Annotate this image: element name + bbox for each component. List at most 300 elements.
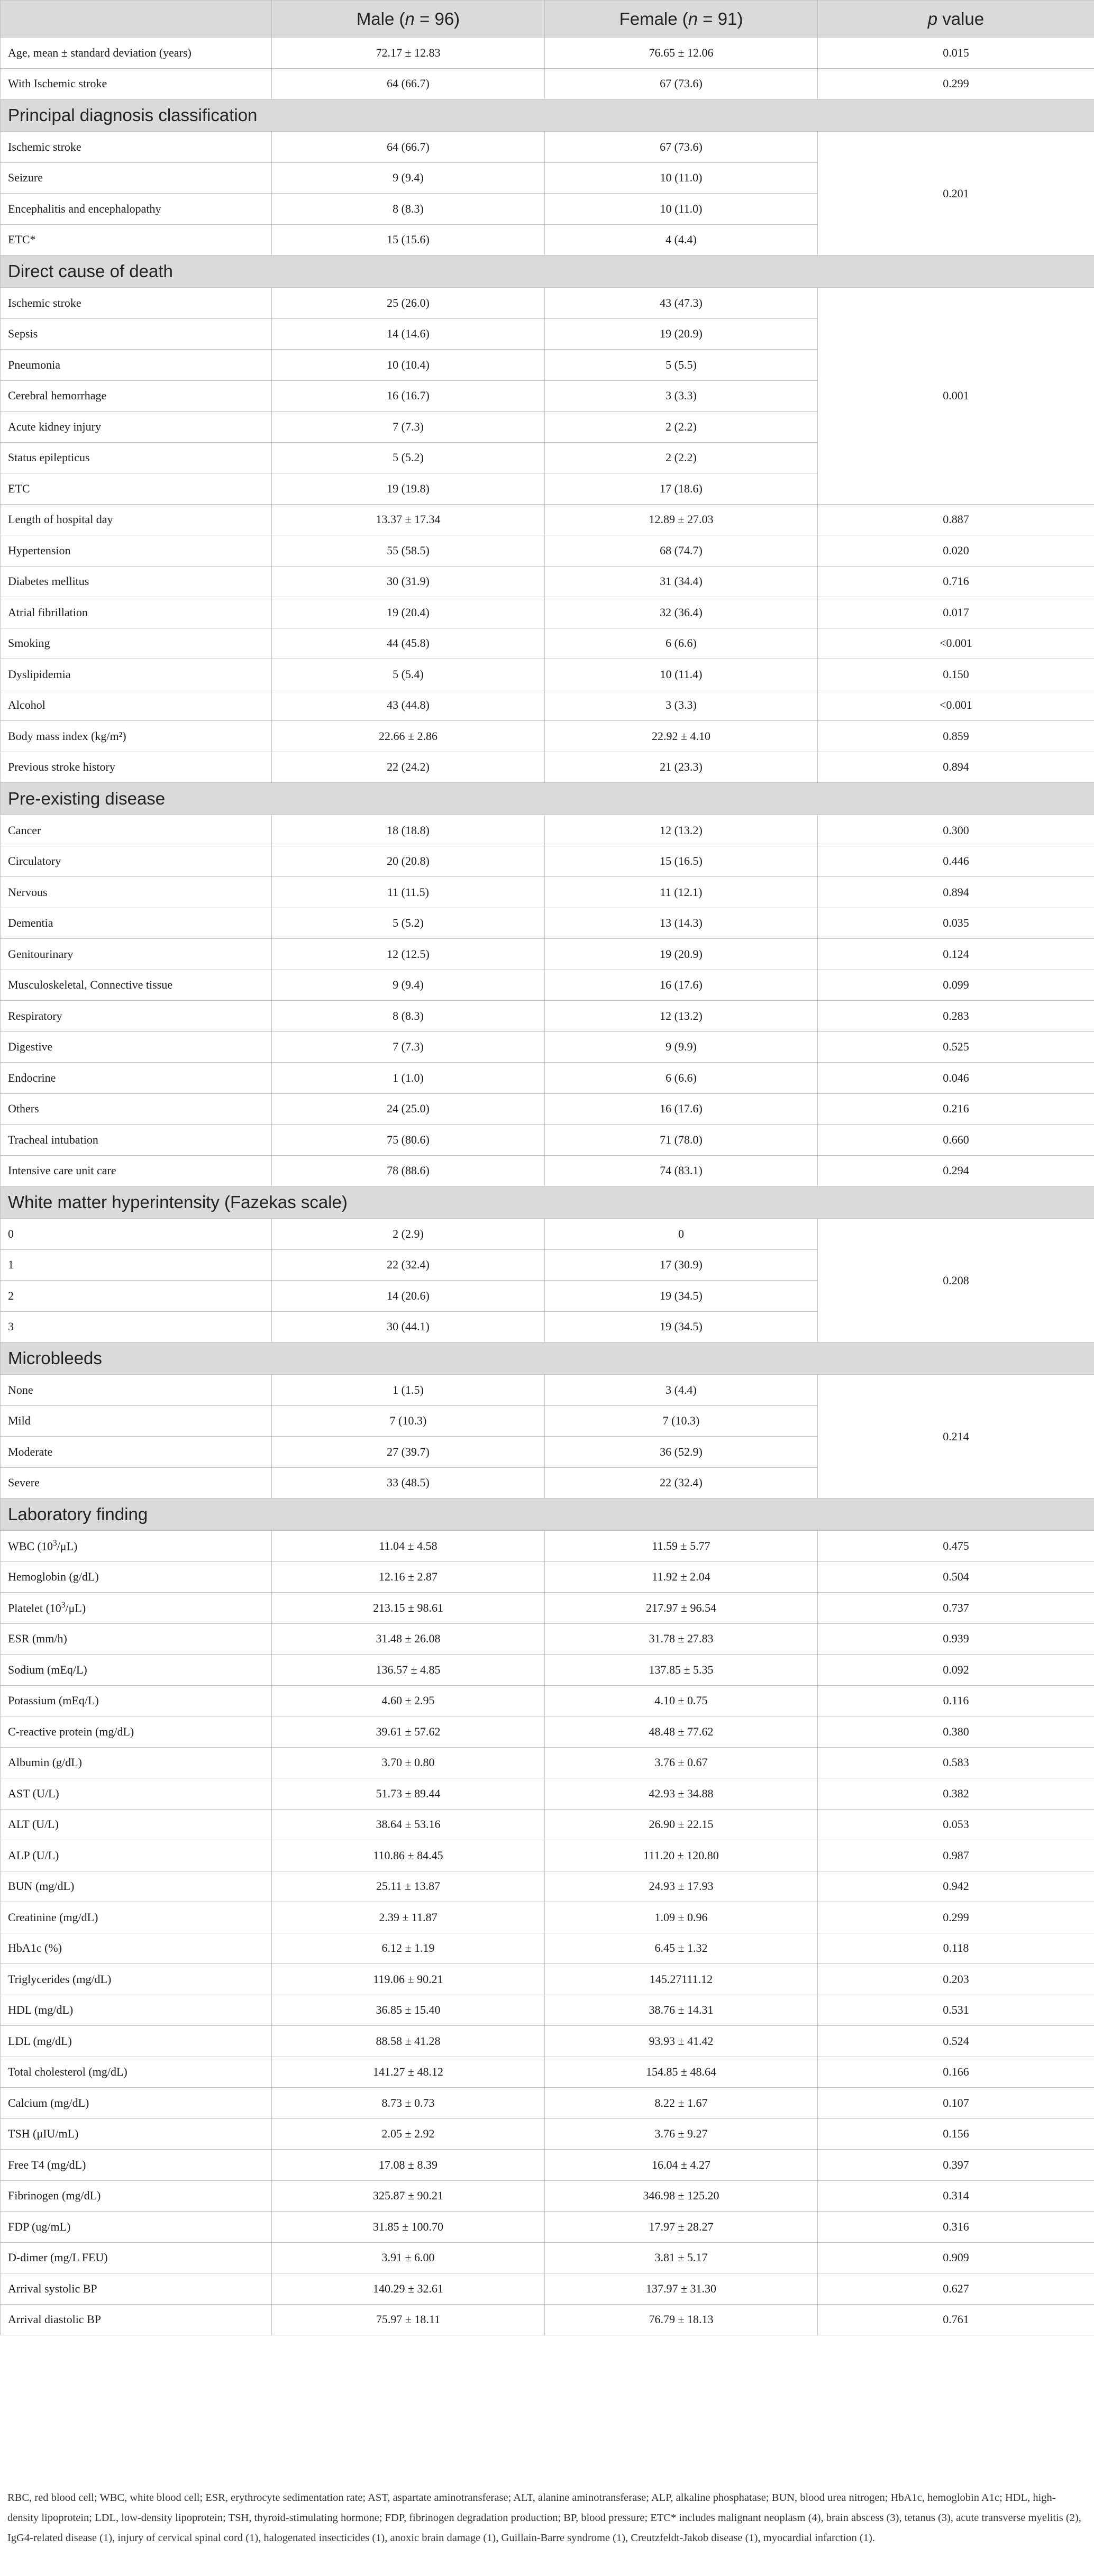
group-p-value: 0.214 bbox=[818, 1375, 1094, 1499]
row-label: FDP (ug/mL) bbox=[1, 2212, 272, 2243]
female-value: 6 (6.6) bbox=[545, 1063, 818, 1094]
male-value: 75.97 ± 18.11 bbox=[272, 2304, 545, 2335]
male-value: 22.66 ± 2.86 bbox=[272, 721, 545, 752]
male-value: 55 (58.5) bbox=[272, 535, 545, 567]
row-label: Arrival systolic BP bbox=[1, 2273, 272, 2305]
row-label: ESR (mm/h) bbox=[1, 1623, 272, 1655]
p-value: <0.001 bbox=[818, 628, 1094, 659]
female-value: 36 (52.9) bbox=[545, 1437, 818, 1468]
female-value: 4 (4.4) bbox=[545, 224, 818, 255]
table-footnote: RBC, red blood cell; WBC, white blood cell; ESR, erythrocyte sedimentation rate; AST, aspartate aminotransferase; ALT, alanine aminotransferase; ALP, alkaline phosphatase; BUN, blood urea nitrogen; HbA1c, hemoglobin A1c; HDL, high-density lipoprotein; LDL, low-density lipoprotein; TSH, thyroid-stimulating hormone; FDP, fibrinogen degradation production; BP, blood pressure; ETC* includes malignant neoplasm (4), brain abscess (3), tetanus (3), acute transverse myelitis (2), IgG4-related disease (1), injury of cervical spinal cord (1), halogenated insecticides (1), anoxic brain damage (1), Guillain-Barre syndrome (1), Creutzfeldt-Jakob disease (1), myocardial infarction (1). bbox=[7, 2492, 1081, 2544]
row-label: Hemoglobin (g/dL) bbox=[1, 1561, 272, 1593]
table-body bbox=[1, 38, 1094, 2335]
female-value: 0 bbox=[545, 1219, 818, 1250]
male-value: 8 (8.3) bbox=[272, 194, 545, 225]
female-value: 10 (11.0) bbox=[545, 162, 818, 194]
male-value: 11 (11.5) bbox=[272, 877, 545, 908]
male-value: 22 (24.2) bbox=[272, 752, 545, 783]
p-value: 0.099 bbox=[818, 970, 1094, 1001]
table-row bbox=[1, 690, 1094, 721]
section-header-row bbox=[1, 1342, 1094, 1375]
table-row bbox=[1, 1933, 1094, 1964]
table-row bbox=[1, 1685, 1094, 1716]
p-value: 0.020 bbox=[818, 535, 1094, 567]
row-label: 0 bbox=[1, 1219, 272, 1250]
row-label: TSH (μIU/mL) bbox=[1, 2118, 272, 2150]
row-label: None bbox=[1, 1375, 272, 1406]
table-row bbox=[1, 132, 1094, 163]
male-value: 2.05 ± 2.92 bbox=[272, 2118, 545, 2150]
female-value: 11.59 ± 5.77 bbox=[545, 1531, 818, 1562]
table-row bbox=[1, 2150, 1094, 2181]
row-label: Acute kidney injury bbox=[1, 412, 272, 443]
row-label: Triglycerides (mg/dL) bbox=[1, 1964, 272, 1995]
p-value: 0.525 bbox=[818, 1031, 1094, 1063]
table-row bbox=[1, 1375, 1094, 1406]
male-value: 31.48 ± 26.08 bbox=[272, 1623, 545, 1655]
row-label: Circulatory bbox=[1, 846, 272, 877]
female-value: 24.93 ± 17.93 bbox=[545, 1871, 818, 1902]
female-value: 346.98 ± 125.20 bbox=[545, 2180, 818, 2212]
table-row bbox=[1, 2180, 1094, 2212]
table-row bbox=[1, 752, 1094, 783]
p-value: 0.283 bbox=[818, 1001, 1094, 1032]
p-value: 0.380 bbox=[818, 1716, 1094, 1748]
female-value: 16 (17.6) bbox=[545, 1093, 818, 1125]
table-row bbox=[1, 1995, 1094, 2026]
row-label bbox=[1, 1593, 272, 1624]
row-label: Endocrine bbox=[1, 1063, 272, 1094]
table-row bbox=[1, 38, 1094, 69]
p-value: 0.294 bbox=[818, 1155, 1094, 1186]
male-value: 12 (12.5) bbox=[272, 939, 545, 970]
row-label: Dyslipidemia bbox=[1, 659, 272, 690]
row-label bbox=[1, 1531, 272, 1562]
table-row bbox=[1, 1655, 1094, 1686]
table-row bbox=[1, 1093, 1094, 1125]
group-p-value: 0.001 bbox=[818, 288, 1094, 505]
row-label-superscript: 3 bbox=[61, 1601, 66, 1610]
section-title: Pre-existing disease bbox=[1, 783, 1094, 815]
section-header-row bbox=[1, 1186, 1094, 1219]
female-value: 10 (11.0) bbox=[545, 194, 818, 225]
male-value: 24 (25.0) bbox=[272, 1093, 545, 1125]
male-value: 2.39 ± 11.87 bbox=[272, 1902, 545, 1933]
male-value: 25 (26.0) bbox=[272, 288, 545, 319]
female-value: 154.85 ± 48.64 bbox=[545, 2057, 818, 2088]
female-value: 9 (9.9) bbox=[545, 1031, 818, 1063]
table-row bbox=[1, 1593, 1094, 1624]
p-value: 0.316 bbox=[818, 2212, 1094, 2243]
p-value: 0.124 bbox=[818, 939, 1094, 970]
male-value: 27 (39.7) bbox=[272, 1437, 545, 1468]
male-value: 44 (45.8) bbox=[272, 628, 545, 659]
male-value: 64 (66.7) bbox=[272, 68, 545, 99]
female-value: 6.45 ± 1.32 bbox=[545, 1933, 818, 1964]
row-label: With Ischemic stroke bbox=[1, 68, 272, 99]
row-label-superscript: 3 bbox=[52, 1539, 57, 1548]
female-value: 6 (6.6) bbox=[545, 628, 818, 659]
female-value: 11.92 ± 2.04 bbox=[545, 1561, 818, 1593]
male-value: 1 (1.0) bbox=[272, 1063, 545, 1094]
section-header-row bbox=[1, 255, 1094, 288]
female-value: 17 (18.6) bbox=[545, 473, 818, 505]
female-value: 12 (13.2) bbox=[545, 815, 818, 846]
male-value: 38.64 ± 53.16 bbox=[272, 1809, 545, 1840]
section-title: Laboratory finding bbox=[1, 1499, 1094, 1531]
p-value: 0.894 bbox=[818, 877, 1094, 908]
table-row bbox=[1, 1155, 1094, 1186]
table-row bbox=[1, 1031, 1094, 1063]
table-row bbox=[1, 1778, 1094, 1810]
p-value: 0.737 bbox=[818, 1593, 1094, 1624]
p-value: 0.314 bbox=[818, 2180, 1094, 2212]
male-value: 39.61 ± 57.62 bbox=[272, 1716, 545, 1748]
male-value: 51.73 ± 89.44 bbox=[272, 1778, 545, 1810]
male-value: 78 (88.6) bbox=[272, 1155, 545, 1186]
female-value: 76.79 ± 18.13 bbox=[545, 2304, 818, 2335]
table-row bbox=[1, 1531, 1094, 1562]
row-label: Smoking bbox=[1, 628, 272, 659]
row-label: Body mass index (kg/m²) bbox=[1, 721, 272, 752]
female-value: 16 (17.6) bbox=[545, 970, 818, 1001]
male-value: 22 (32.4) bbox=[272, 1249, 545, 1281]
row-label: Creatinine (mg/dL) bbox=[1, 1902, 272, 1933]
row-label: Previous stroke history bbox=[1, 752, 272, 783]
male-value: 72.17 ± 12.83 bbox=[272, 38, 545, 69]
table-row bbox=[1, 2118, 1094, 2150]
row-label: ETC* bbox=[1, 224, 272, 255]
row-label: Sepsis bbox=[1, 318, 272, 350]
male-value: 75 (80.6) bbox=[272, 1125, 545, 1156]
header-p-value: p value bbox=[818, 1, 1094, 38]
p-value: 0.524 bbox=[818, 2026, 1094, 2057]
male-value: 3.91 ± 6.00 bbox=[272, 2242, 545, 2273]
male-value: 7 (7.3) bbox=[272, 412, 545, 443]
row-label: Atrial fibrillation bbox=[1, 597, 272, 628]
female-value: 3 (3.3) bbox=[545, 380, 818, 412]
p-value: 0.116 bbox=[818, 1685, 1094, 1716]
row-label: Tracheal intubation bbox=[1, 1125, 272, 1156]
row-label: Digestive bbox=[1, 1031, 272, 1063]
row-label: ALP (U/L) bbox=[1, 1840, 272, 1871]
row-label: Genitourinary bbox=[1, 939, 272, 970]
p-value: 0.156 bbox=[818, 2118, 1094, 2150]
row-label: 1 bbox=[1, 1249, 272, 1281]
row-label: Moderate bbox=[1, 1437, 272, 1468]
row-label: Mild bbox=[1, 1405, 272, 1437]
table-row bbox=[1, 2242, 1094, 2273]
male-value: 88.58 ± 41.28 bbox=[272, 2026, 545, 2057]
table-row bbox=[1, 2088, 1094, 2119]
p-value: 0.017 bbox=[818, 597, 1094, 628]
table-row bbox=[1, 970, 1094, 1001]
row-label: Total cholesterol (mg/dL) bbox=[1, 2057, 272, 2088]
section-title: White matter hyperintensity (Fazekas scale) bbox=[1, 1186, 1094, 1219]
female-value: 2 (2.2) bbox=[545, 412, 818, 443]
male-value: 13.37 ± 17.34 bbox=[272, 504, 545, 535]
section-header-row bbox=[1, 1499, 1094, 1531]
female-value: 11 (12.1) bbox=[545, 877, 818, 908]
male-value: 141.27 ± 48.12 bbox=[272, 2057, 545, 2088]
male-value: 5 (5.2) bbox=[272, 908, 545, 939]
p-value: 0.627 bbox=[818, 2273, 1094, 2305]
female-value: 145.27111.12 bbox=[545, 1964, 818, 1995]
row-label: D-dimer (mg/L FEU) bbox=[1, 2242, 272, 2273]
female-value: 67 (73.6) bbox=[545, 68, 818, 99]
row-label: Seizure bbox=[1, 162, 272, 194]
p-value: 0.166 bbox=[818, 2057, 1094, 2088]
male-value: 5 (5.4) bbox=[272, 659, 545, 690]
table-row bbox=[1, 628, 1094, 659]
p-value: 0.299 bbox=[818, 68, 1094, 99]
row-label: C-reactive protein (mg/dL) bbox=[1, 1716, 272, 1748]
table-row bbox=[1, 1561, 1094, 1593]
female-value: 1.09 ± 0.96 bbox=[545, 1902, 818, 1933]
male-value: 16 (16.7) bbox=[272, 380, 545, 412]
row-label: Status epilepticus bbox=[1, 442, 272, 473]
female-value: 2 (2.2) bbox=[545, 442, 818, 473]
p-value: 0.761 bbox=[818, 2304, 1094, 2335]
male-value: 19 (20.4) bbox=[272, 597, 545, 628]
row-label: BUN (mg/dL) bbox=[1, 1871, 272, 1902]
table-row bbox=[1, 1871, 1094, 1902]
male-value: 2 (2.9) bbox=[272, 1219, 545, 1250]
p-value: 0.203 bbox=[818, 1964, 1094, 1995]
female-value: 42.93 ± 34.88 bbox=[545, 1778, 818, 1810]
row-label: Cancer bbox=[1, 815, 272, 846]
row-label: Albumin (g/dL) bbox=[1, 1747, 272, 1778]
male-value: 4.60 ± 2.95 bbox=[272, 1685, 545, 1716]
female-value: 31 (34.4) bbox=[545, 566, 818, 597]
female-value: 3.76 ± 9.27 bbox=[545, 2118, 818, 2150]
row-label: Encephalitis and encephalopathy bbox=[1, 194, 272, 225]
male-value: 5 (5.2) bbox=[272, 442, 545, 473]
p-value: 0.035 bbox=[818, 908, 1094, 939]
male-value: 119.06 ± 90.21 bbox=[272, 1964, 545, 1995]
female-value: 43 (47.3) bbox=[545, 288, 818, 319]
female-value: 93.93 ± 41.42 bbox=[545, 2026, 818, 2057]
p-value: 0.660 bbox=[818, 1125, 1094, 1156]
row-label: Intensive care unit care bbox=[1, 1155, 272, 1186]
female-value: 26.90 ± 22.15 bbox=[545, 1809, 818, 1840]
row-label: Cerebral hemorrhage bbox=[1, 380, 272, 412]
p-value: 0.216 bbox=[818, 1093, 1094, 1125]
table-row bbox=[1, 566, 1094, 597]
male-value: 30 (31.9) bbox=[272, 566, 545, 597]
female-value: 19 (34.5) bbox=[545, 1311, 818, 1342]
female-value: 13 (14.3) bbox=[545, 908, 818, 939]
table-row bbox=[1, 68, 1094, 99]
male-value: 31.85 ± 100.70 bbox=[272, 2212, 545, 2243]
row-label-unit: /μL) bbox=[65, 1601, 86, 1615]
table-row bbox=[1, 1809, 1094, 1840]
female-value: 71 (78.0) bbox=[545, 1125, 818, 1156]
male-value: 110.86 ± 84.45 bbox=[272, 1840, 545, 1871]
p-value: <0.001 bbox=[818, 690, 1094, 721]
table-row bbox=[1, 1902, 1094, 1933]
female-value: 137.97 ± 31.30 bbox=[545, 2273, 818, 2305]
male-value: 25.11 ± 13.87 bbox=[272, 1871, 545, 1902]
female-value: 31.78 ± 27.83 bbox=[545, 1623, 818, 1655]
male-value: 3.70 ± 0.80 bbox=[272, 1747, 545, 1778]
row-label: Alcohol bbox=[1, 690, 272, 721]
female-value: 4.10 ± 0.75 bbox=[545, 1685, 818, 1716]
p-value: 0.107 bbox=[818, 2088, 1094, 2119]
male-value: 1 (1.5) bbox=[272, 1375, 545, 1406]
section-header-row bbox=[1, 99, 1094, 132]
table-row bbox=[1, 1219, 1094, 1250]
male-value: 36.85 ± 15.40 bbox=[272, 1995, 545, 2026]
row-label: Hypertension bbox=[1, 535, 272, 567]
female-value: 7 (10.3) bbox=[545, 1405, 818, 1437]
female-value: 3 (4.4) bbox=[545, 1375, 818, 1406]
p-value: 0.092 bbox=[818, 1655, 1094, 1686]
p-value: 0.118 bbox=[818, 1933, 1094, 1964]
table-row bbox=[1, 1063, 1094, 1094]
p-value: 0.716 bbox=[818, 566, 1094, 597]
row-label: Ischemic stroke bbox=[1, 288, 272, 319]
p-value: 0.894 bbox=[818, 752, 1094, 783]
row-label: 3 bbox=[1, 1311, 272, 1342]
male-value: 17.08 ± 8.39 bbox=[272, 2150, 545, 2181]
male-value: 6.12 ± 1.19 bbox=[272, 1933, 545, 1964]
male-value: 18 (18.8) bbox=[272, 815, 545, 846]
male-value: 12.16 ± 2.87 bbox=[272, 1561, 545, 1593]
male-value: 325.87 ± 90.21 bbox=[272, 2180, 545, 2212]
female-value: 137.85 ± 5.35 bbox=[545, 1655, 818, 1686]
table-row bbox=[1, 535, 1094, 567]
p-value: 0.887 bbox=[818, 504, 1094, 535]
group-p-value: 0.208 bbox=[818, 1219, 1094, 1342]
row-label: HDL (mg/dL) bbox=[1, 1995, 272, 2026]
row-label: Arrival diastolic BP bbox=[1, 2304, 272, 2335]
row-label: Respiratory bbox=[1, 1001, 272, 1032]
row-label: Fibrinogen (mg/dL) bbox=[1, 2180, 272, 2212]
male-value: 19 (19.8) bbox=[272, 473, 545, 505]
row-label: ETC bbox=[1, 473, 272, 505]
female-value: 3 (3.3) bbox=[545, 690, 818, 721]
female-value: 3.76 ± 0.67 bbox=[545, 1747, 818, 1778]
female-value: 12.89 ± 27.03 bbox=[545, 504, 818, 535]
table-row bbox=[1, 815, 1094, 846]
female-value: 48.48 ± 77.62 bbox=[545, 1716, 818, 1748]
p-value: 0.475 bbox=[818, 1531, 1094, 1562]
male-value: 9 (9.4) bbox=[272, 970, 545, 1001]
male-value: 14 (20.6) bbox=[272, 1281, 545, 1312]
row-label: Ischemic stroke bbox=[1, 132, 272, 163]
female-value: 15 (16.5) bbox=[545, 846, 818, 877]
female-value: 17.97 ± 28.27 bbox=[545, 2212, 818, 2243]
female-value: 74 (83.1) bbox=[545, 1155, 818, 1186]
row-label: Potassium (mEq/L) bbox=[1, 1685, 272, 1716]
section-title: Principal diagnosis classification bbox=[1, 99, 1094, 132]
header-variable bbox=[1, 1, 272, 38]
male-value: 140.29 ± 32.61 bbox=[272, 2273, 545, 2305]
row-label: AST (U/L) bbox=[1, 1778, 272, 1810]
female-value: 76.65 ± 12.06 bbox=[545, 38, 818, 69]
row-label: Musculoskeletal, Connective tissue bbox=[1, 970, 272, 1001]
row-label: HbA1c (%) bbox=[1, 1933, 272, 1964]
table-row bbox=[1, 2026, 1094, 2057]
male-value: 9 (9.4) bbox=[272, 162, 545, 194]
table-row bbox=[1, 1840, 1094, 1871]
male-value: 33 (48.5) bbox=[272, 1467, 545, 1499]
female-value: 21 (23.3) bbox=[545, 752, 818, 783]
table-row bbox=[1, 2057, 1094, 2088]
row-label-text: Platelet (10 bbox=[8, 1601, 61, 1615]
male-value: 8.73 ± 0.73 bbox=[272, 2088, 545, 2119]
female-value: 19 (34.5) bbox=[545, 1281, 818, 1312]
row-label: Length of hospital day bbox=[1, 504, 272, 535]
male-value: 20 (20.8) bbox=[272, 846, 545, 877]
female-value: 32 (36.4) bbox=[545, 597, 818, 628]
header-male: Male (n = 96) bbox=[272, 1, 545, 38]
row-label-text: WBC (10 bbox=[8, 1539, 53, 1553]
p-value: 0.382 bbox=[818, 1778, 1094, 1810]
table-row bbox=[1, 1747, 1094, 1778]
female-value: 22 (32.4) bbox=[545, 1467, 818, 1499]
p-value: 0.583 bbox=[818, 1747, 1094, 1778]
table-row bbox=[1, 597, 1094, 628]
table-row bbox=[1, 877, 1094, 908]
row-label: ALT (U/L) bbox=[1, 1809, 272, 1840]
male-value: 64 (66.7) bbox=[272, 132, 545, 163]
row-label: 2 bbox=[1, 1281, 272, 1312]
female-value: 67 (73.6) bbox=[545, 132, 818, 163]
row-label: Nervous bbox=[1, 877, 272, 908]
p-value: 0.397 bbox=[818, 2150, 1094, 2181]
table-row bbox=[1, 939, 1094, 970]
male-value: 7 (10.3) bbox=[272, 1405, 545, 1437]
female-value: 3.81 ± 5.17 bbox=[545, 2242, 818, 2273]
p-value: 0.015 bbox=[818, 38, 1094, 69]
p-value: 0.299 bbox=[818, 1902, 1094, 1933]
table-row bbox=[1, 1623, 1094, 1655]
female-value: 16.04 ± 4.27 bbox=[545, 2150, 818, 2181]
male-value: 10 (10.4) bbox=[272, 350, 545, 381]
p-value: 0.939 bbox=[818, 1623, 1094, 1655]
row-label: Sodium (mEq/L) bbox=[1, 1655, 272, 1686]
table-header-row bbox=[1, 1, 1094, 38]
table-row bbox=[1, 288, 1094, 319]
male-value: 30 (44.1) bbox=[272, 1311, 545, 1342]
female-value: 111.20 ± 120.80 bbox=[545, 1840, 818, 1871]
female-value: 17 (30.9) bbox=[545, 1249, 818, 1281]
table-row bbox=[1, 908, 1094, 939]
p-value: 0.504 bbox=[818, 1561, 1094, 1593]
female-value: 12 (13.2) bbox=[545, 1001, 818, 1032]
row-label: Diabetes mellitus bbox=[1, 566, 272, 597]
table-row bbox=[1, 659, 1094, 690]
female-value: 22.92 ± 4.10 bbox=[545, 721, 818, 752]
male-value: 8 (8.3) bbox=[272, 1001, 545, 1032]
table-row bbox=[1, 2304, 1094, 2335]
male-value: 7 (7.3) bbox=[272, 1031, 545, 1063]
section-title: Direct cause of death bbox=[1, 255, 1094, 288]
female-value: 217.97 ± 96.54 bbox=[545, 1593, 818, 1624]
row-label: Calcium (mg/dL) bbox=[1, 2088, 272, 2119]
group-p-value: 0.201 bbox=[818, 132, 1094, 255]
male-value: 43 (44.8) bbox=[272, 690, 545, 721]
p-value: 0.046 bbox=[818, 1063, 1094, 1094]
male-value: 11.04 ± 4.58 bbox=[272, 1531, 545, 1562]
p-value: 0.300 bbox=[818, 815, 1094, 846]
section-header-row bbox=[1, 783, 1094, 815]
female-value: 19 (20.9) bbox=[545, 939, 818, 970]
p-value: 0.909 bbox=[818, 2242, 1094, 2273]
p-value: 0.987 bbox=[818, 1840, 1094, 1871]
